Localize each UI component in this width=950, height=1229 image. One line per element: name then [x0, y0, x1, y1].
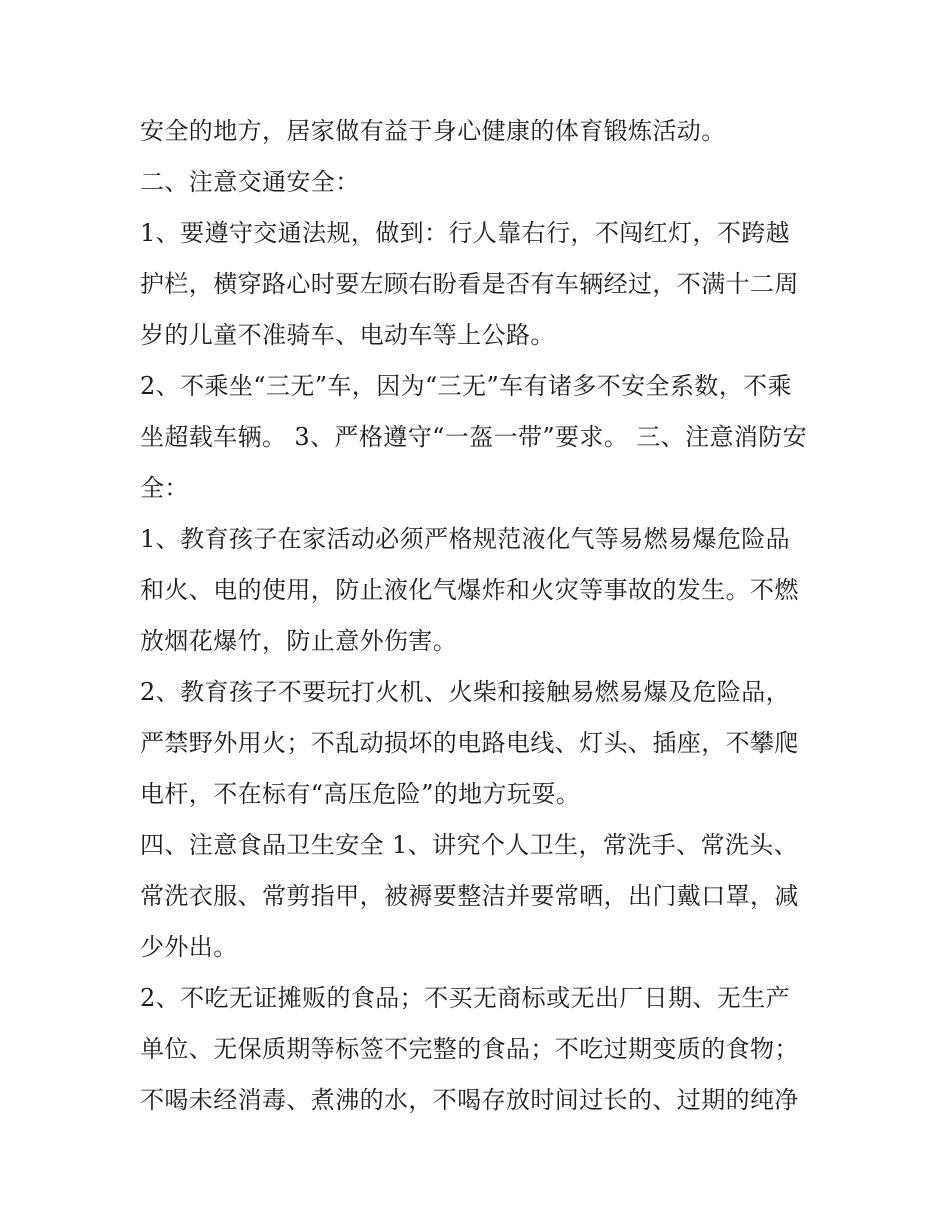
section-heading: 二、注意交通安全：: [140, 168, 360, 196]
text-line: 2、不吃无证摊贩的食品；不买无商标或无出厂日期、无生产: [140, 984, 791, 1012]
text-line: 少外出。: [140, 933, 238, 961]
text-line: 全：: [140, 474, 189, 502]
body-text: [140, 106, 820, 1126]
text-line: 护栏，横穿路心时要左顾右盼看是否有车辆经过，不满十二周: [140, 270, 799, 298]
text-line: 坐超载车辆。 3、严格遵守“一盔一带”要求。 三、注意消防安: [140, 423, 808, 451]
text-line: 常洗衣服、常剪指甲，被褥要整洁并要常晒，出门戴口罩，减: [140, 882, 799, 910]
text-line: 安全的地方，居家做有益于身心健康的体育锻炼活动。: [140, 117, 726, 145]
text-line: 1、要遵守交通法规，做到：行人靠右行，不闯红灯，不跨越: [140, 219, 791, 247]
text-line: 2、不乘坐“三无”车，因为“三无”车有诸多不安全系数，不乘: [140, 372, 792, 400]
text-line: 1、教育孩子在家活动必须严格规范液化气等易燃易爆危险品: [140, 525, 791, 553]
text-line: 四、注意食品卫生安全 1、讲究个人卫生，常洗手、常洗头、: [140, 831, 799, 859]
text-line: 放烟花爆竹，防止意外伤害。: [140, 627, 458, 655]
text-line: 岁的儿童不准骑车、电动车等上公路。: [140, 321, 555, 349]
text-line: 单位、无保质期等标签不完整的食品；不吃过期变质的食物；: [140, 1035, 799, 1063]
text-line: 不喝未经消毒、煮沸的水，不喝存放时间过长的、过期的纯净: [140, 1086, 799, 1114]
text-line: 和火、电的使用，防止液化气爆炸和火灾等事故的发生。不燃: [140, 576, 799, 604]
text-line: 电杆，不在标有“高压危险”的地方玩耍。: [140, 780, 581, 808]
text-line: 严禁野外用火；不乱动损坏的电路电线、灯头、插座，不攀爬: [140, 729, 799, 757]
text-line: 2、教育孩子不要玩打火机、火柴和接触易燃易爆及危险品，: [140, 678, 791, 706]
